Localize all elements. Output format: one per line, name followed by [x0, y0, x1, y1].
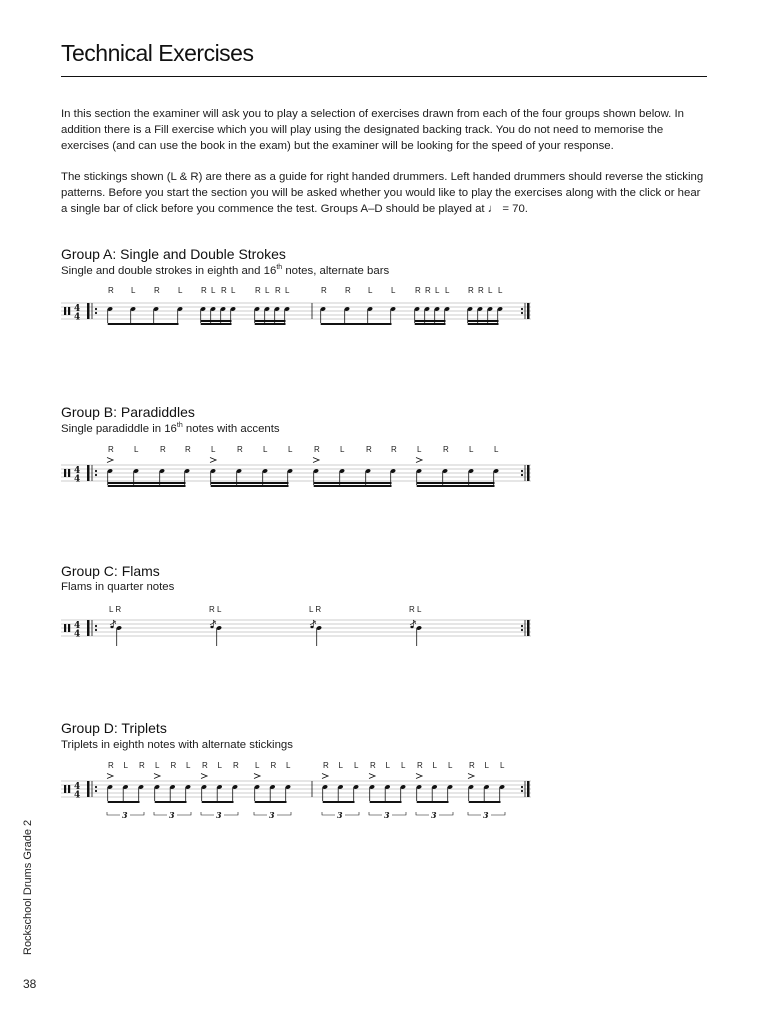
svg-text:L: L [488, 286, 493, 295]
svg-text:4: 4 [74, 474, 81, 485]
svg-text:R: R [221, 286, 227, 295]
svg-text:L: L [231, 286, 236, 295]
svg-text:4: 4 [74, 790, 81, 801]
svg-text:R L: R L [409, 605, 422, 614]
group-a-subtitle: Single and double strokes in eighth and 16th notes, alternate bars [61, 264, 390, 277]
svg-text:R: R [321, 286, 327, 295]
svg-text:4: 4 [74, 782, 81, 792]
tempo-value: = 70. [499, 203, 528, 215]
svg-text:R: R [108, 286, 114, 295]
svg-text:3: 3 [269, 810, 275, 820]
svg-text:3: 3 [384, 810, 390, 820]
svg-text:3: 3 [431, 810, 437, 820]
svg-text:L: L [494, 445, 499, 454]
svg-text:L: L [178, 286, 183, 295]
title-divider [61, 76, 707, 77]
group-a-title: Group A: Single and Double Strokes [61, 246, 286, 262]
svg-text:3: 3 [483, 810, 489, 820]
svg-text:L: L [211, 286, 216, 295]
svg-text:L: L [391, 286, 396, 295]
svg-text:L: L [368, 286, 373, 295]
svg-text:R: R [417, 761, 423, 770]
svg-text:L: L [265, 286, 270, 295]
svg-text:L: L [340, 445, 345, 454]
svg-text:R: R [201, 286, 207, 295]
book-title-footer: Rockschool Drums Grade 2 [22, 819, 34, 955]
svg-text:R: R [185, 445, 191, 454]
svg-text:R: R [468, 286, 474, 295]
group-a-notation [61, 285, 531, 335]
svg-text:L: L [445, 286, 450, 295]
svg-text:R: R [237, 445, 243, 454]
svg-text:R: R [323, 761, 329, 770]
svg-text:L: L [417, 445, 422, 454]
svg-text:L: L [286, 761, 291, 770]
group-d-subtitle: Triplets in eighth notes with alternate stickings [61, 739, 293, 751]
svg-text:4: 4 [74, 629, 81, 640]
svg-text:3: 3 [216, 810, 222, 820]
svg-text:L: L [288, 445, 293, 454]
svg-text:L: L [432, 761, 437, 770]
svg-text:L: L [155, 761, 160, 770]
svg-text:L: L [123, 761, 128, 770]
svg-text:R: R [275, 286, 281, 295]
svg-text:4: 4 [74, 304, 81, 314]
svg-text:L: L [385, 761, 390, 770]
group-c-subtitle: Flams in quarter notes [61, 581, 175, 593]
svg-text:4: 4 [74, 621, 81, 631]
svg-text:R: R [270, 761, 277, 770]
svg-text:R: R [415, 286, 421, 295]
svg-text:R: R [345, 286, 351, 295]
svg-text:L: L [131, 286, 136, 295]
svg-text:R: R [170, 761, 177, 770]
svg-text:R: R [160, 445, 166, 454]
svg-text:L: L [338, 761, 343, 770]
svg-text:L: L [263, 445, 268, 454]
group-b-notation [61, 442, 531, 497]
svg-text:R: R [443, 445, 449, 454]
svg-text:4: 4 [74, 312, 81, 323]
svg-text:R: R [425, 286, 431, 295]
intro-paragraph-2: The stickings shown (L & R) are there as a guide for right handed drummers. Left handed drummers should reverse the sticking patterns. Before you start the section you will be asked whether you would like to play the exercises along with the click or hear a single bar of click before you commence the test. Groups A–D should be played at ♩ = 70. [61, 171, 704, 215]
svg-text:L: L [285, 286, 290, 295]
svg-text:L: L [484, 761, 489, 770]
svg-text:3: 3 [122, 810, 128, 820]
svg-text:R: R [154, 286, 160, 295]
svg-text:R: R [202, 761, 208, 770]
svg-text:L: L [401, 761, 406, 770]
svg-text:L: L [217, 761, 222, 770]
svg-text:3: 3 [337, 810, 343, 820]
group-c-notation [61, 600, 531, 660]
svg-text:R: R [139, 761, 145, 770]
svg-text:L R: L R [309, 605, 322, 614]
svg-text:L: L [500, 761, 505, 770]
svg-text:R: R [233, 761, 239, 770]
svg-text:L: L [469, 445, 474, 454]
svg-text:R L: R L [209, 605, 222, 614]
svg-text:L: L [211, 445, 216, 454]
svg-text:R: R [478, 286, 484, 295]
page-number: 38 [23, 977, 37, 991]
svg-text:R: R [366, 445, 372, 454]
group-c-title: Group C: Flams [61, 563, 160, 579]
svg-text:L: L [134, 445, 139, 454]
svg-text:R: R [370, 761, 376, 770]
svg-text:L: L [448, 761, 453, 770]
quarter-note-icon: ♩ [487, 203, 500, 215]
group-b-subtitle: Single paradiddle in 16th notes with accents [61, 422, 280, 435]
group-b-title: Group B: Paradiddles [61, 404, 195, 420]
svg-text:R: R [391, 445, 397, 454]
svg-text:4: 4 [74, 466, 81, 476]
svg-text:L: L [186, 761, 191, 770]
svg-text:L R: L R [109, 605, 122, 614]
page-title: Technical Exercises [61, 40, 254, 66]
intro-paragraph-1: In this section the examiner will ask you to play a selection of exercises drawn from each of the four groups shown below. In addition there is a Fill exercise which you will play using the designated backing track. You do not need to memorise the exercises (and can use the book in the exam) but the examiner will be looking for the speed of your response. [61, 108, 685, 152]
svg-text:L: L [354, 761, 359, 770]
svg-text:3: 3 [169, 810, 175, 820]
svg-text:R: R [108, 761, 114, 770]
group-d-title: Group D: Triplets [61, 720, 167, 736]
svg-text:L: L [435, 286, 440, 295]
group-d-notation [61, 758, 531, 830]
svg-text:L: L [498, 286, 503, 295]
svg-text:R: R [108, 445, 114, 454]
svg-text:L: L [255, 761, 260, 770]
svg-text:R: R [314, 445, 320, 454]
svg-text:R: R [255, 286, 261, 295]
svg-text:R: R [469, 761, 475, 770]
